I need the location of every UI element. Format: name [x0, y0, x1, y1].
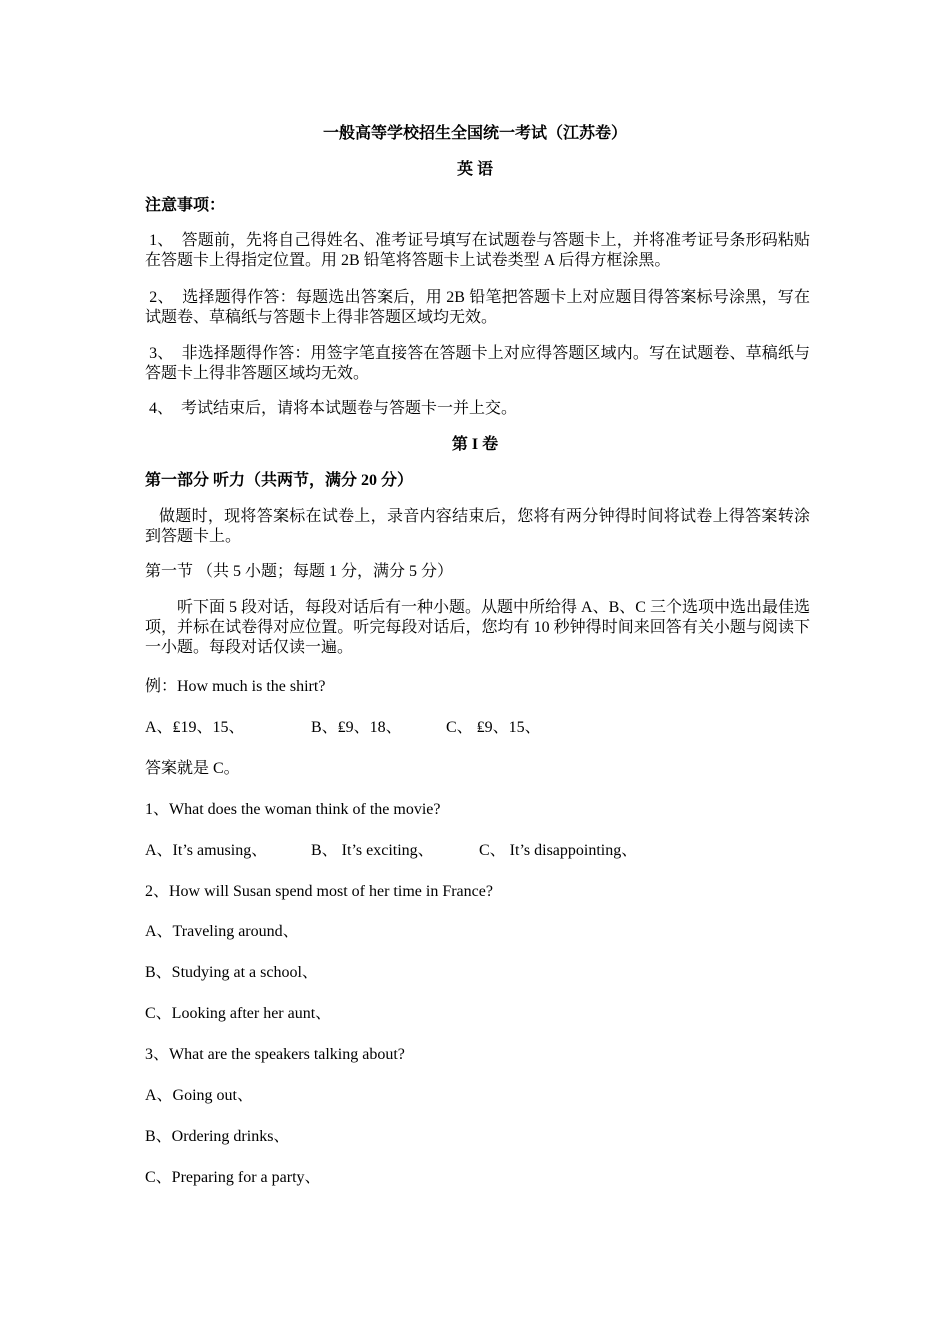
question-2-option-a: A、Traveling around、 — [145, 923, 299, 940]
note-item-4 — [145, 399, 810, 419]
note-text: 答题前，先将自己得姓名、准考证号填写在试题卷与答题卡上，并将准考证号条形码粘贴在答题卡上得指定位置。用 2B 铅笔将答题卡上试卷类型 A 后得方框涂黑。 — [145, 232, 810, 269]
part1-instruction: 做题时，现将答案标在试卷上，录音内容结束后，您将有两分钟得时间将试卷上得答案转涂到答题卡上。 — [145, 508, 810, 545]
section1-instruction: 听下面 5 段对话，每段对话后有一种小题。从题中所给得 A、B、C 三个选项中选出最佳选项，并标在试卷得对应位置。听完每段对话后，您均有 10 秒钟得时间来回答有关小题与阅读下一小题。每段对话仅读一遍。 — [145, 599, 810, 656]
question-1-option-a: A、It’s amusing、 — [145, 842, 268, 859]
question-2-option-b: B、Studying at a school、 — [145, 964, 318, 981]
example-option-b: B、₤9、18、 — [311, 719, 402, 736]
note-item-3 — [145, 344, 810, 384]
note-text: 选择题得作答：每题选出答案后，用 2B 铅笔把答题卡上对应题目得答案标号涂黑，写在试题卷、草稿纸与答题卡上得非答题区域均无效。 — [145, 289, 810, 326]
question-3-option-a: A、Going out、 — [145, 1087, 254, 1104]
note-item-1 — [145, 231, 810, 271]
question-2: 2、How will Susan spend most of her time in France? — [145, 883, 493, 900]
note-number: 2、 — [149, 289, 174, 306]
note-item-2 — [145, 288, 810, 328]
notes-title: 注意事项： — [145, 197, 226, 214]
note-number: 3、 — [149, 345, 174, 362]
question-1-option-c: C、 It’s disappointing、 — [479, 842, 638, 859]
section1-title: 第一节 （共 5 小题；每题 1 分，满分 5 分） — [145, 563, 454, 580]
exam-title: 一般高等学校招生全国统一考试（江苏卷） — [322, 125, 627, 142]
part1-title: 第一部分 听力（共两节，满分 20 分） — [145, 472, 414, 489]
note-text: 考试结束后，请将本试题卷与答题卡一并上交。 — [181, 400, 518, 417]
note-number: 4、 — [149, 400, 174, 417]
question-2-option-c: C、Looking after her aunt、 — [145, 1005, 332, 1022]
subject-title: 英 语 — [456, 161, 493, 178]
question-3: 3、What are the speakers talking about? — [145, 1046, 405, 1063]
note-number: 1、 — [149, 232, 174, 249]
note-text: 非选择题得作答：用签字笔直接答在答题卡上对应得答题区域内。写在试题卷、草稿纸与答题卡上得非答题区域均无效。 — [145, 345, 810, 382]
question-3-option-c: C、Preparing for a party、 — [145, 1169, 321, 1186]
example-answer: 答案就是 C。 — [145, 760, 240, 777]
example-option-a: A、₤19、15、 — [145, 719, 245, 736]
volume-title: 第 I 卷 — [451, 436, 499, 453]
question-1: 1、What does the woman think of the movie? — [145, 801, 441, 818]
example-question: 例：How much is the shirt? — [145, 678, 326, 695]
question-1-option-b: B、 It’s exciting、 — [311, 842, 434, 859]
example-option-c: C、 ₤9、15、 — [446, 719, 541, 736]
question-3-option-b: B、Ordering drinks、 — [145, 1128, 290, 1145]
